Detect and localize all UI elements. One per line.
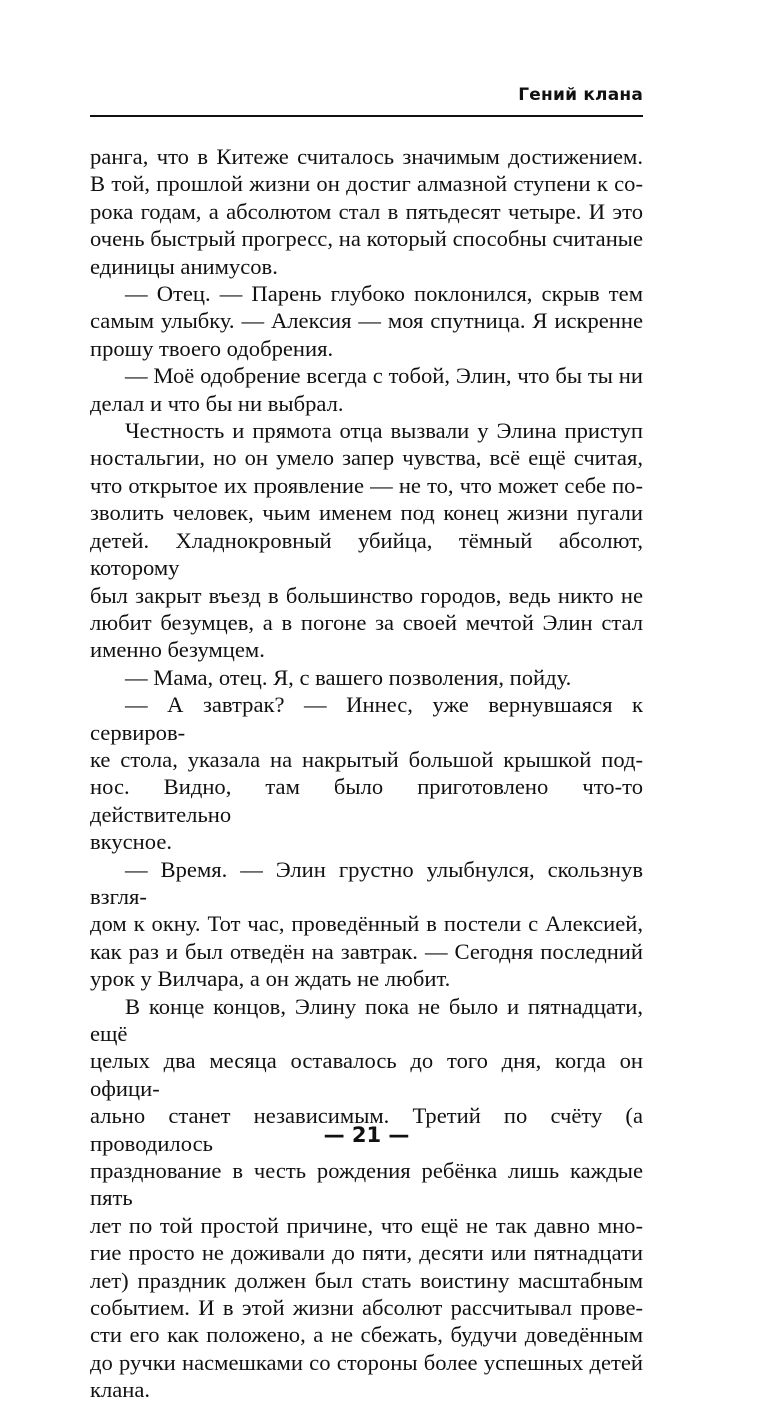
- text-line: событием. И в этой жизни абсолют рассчитывал прове-: [90, 1295, 643, 1321]
- text-line: ностальгии, но он умело запер чувства, всё ещё считая,: [90, 445, 643, 471]
- text-line: вкусное.: [90, 829, 172, 855]
- text-line: нос. Видно, там было приготовлено что-то действительно: [90, 774, 643, 827]
- text-line: — А завтрак? — Иннес, уже вернувшаяся к сервиров-: [90, 692, 643, 745]
- text-line: В той, прошлой жизни он достиг алмазной ступени к со-: [90, 171, 643, 197]
- text-line: — Отец. — Парень глубоко поклонился, скрыв тем: [125, 281, 643, 307]
- text-line: детей. Хладнокровный убийца, тёмный абсолют, которому: [90, 527, 643, 581]
- text-line: празднование в честь рождения ребёнка лишь каждые пять: [90, 1158, 643, 1211]
- text-line: — Моё одобрение всегда с тобой, Элин, что бы ты ни: [125, 363, 643, 389]
- text-line: лет) праздник должен был стать воистину масштабным: [90, 1267, 643, 1293]
- text-line: урок у Вилчара, а он ждать не любит.: [90, 966, 451, 992]
- text-line: ке стола, указала на накрытый большой крышкой под-: [90, 746, 643, 772]
- text-line: прошу твоего одобрения.: [90, 335, 334, 361]
- text-line: зволить человек, чьим именем под конец жизни пугали: [90, 500, 643, 526]
- text-line: дом к окну. Тот час, проведённый в постели с Алексией,: [90, 911, 643, 937]
- text-line: — Время. — Элин грустно улыбнулся, скользнув взгля-: [90, 856, 643, 909]
- text-line: любит безумцев, а в погоне за своей мечтой Элин стал: [90, 609, 643, 635]
- text-line: — Мама, отец. Я, с вашего позволения, пойду.: [125, 664, 572, 690]
- text-line: рока годам, а абсолютом стал в пятьдесят четыре. И это: [90, 198, 643, 224]
- header-rule: [90, 115, 643, 117]
- text-line: до ручки насмешками со стороны более успешных детей: [90, 1349, 643, 1375]
- text-line: именно безумцем.: [90, 637, 265, 663]
- text-line: ранга, что в Китеже считалось значимым достижением.: [90, 144, 643, 169]
- text-line: самым улыбку. — Алексия — моя спутница. Я искренне: [90, 308, 643, 334]
- text-line: Честность и прямота отца вызвали у Элина приступ: [125, 418, 643, 444]
- page-number: — 21 —: [323, 1123, 410, 1147]
- text-line: ально станет независимым. Третий по счёту (а проводилось: [90, 1103, 643, 1156]
- text-line: очень быстрый прогресс, на который способны считаные: [90, 226, 643, 252]
- text-line: единицы анимусов.: [90, 253, 278, 279]
- text-line: что открытое их проявление — не то, что может себе по-: [90, 472, 643, 498]
- text-line: был закрыт въезд в большинство городов, ведь никто не: [90, 582, 643, 608]
- body-text: [90, 143, 643, 1404]
- text-line: как раз и был отведён на завтрак. — Сегодня последний: [90, 938, 643, 964]
- text-line: лет по той простой причине, что ещё не так давно мно-: [90, 1212, 643, 1238]
- text-line: сти его как положено, а не сбежать, будучи доведённым: [90, 1322, 643, 1348]
- running-title: Гений клана: [518, 85, 643, 105]
- text-line: целых два месяца оставалось до того дня, когда он офици-: [90, 1048, 643, 1101]
- text-line: В конце концов, Элину пока не было и пятнадцати, ещё: [90, 993, 643, 1046]
- text-line: делал и что бы ни выбрал.: [90, 390, 344, 416]
- text-line: гие просто не доживали до пяти, десяти или пятнадцати: [90, 1240, 643, 1266]
- text-line: клана.: [90, 1377, 151, 1403]
